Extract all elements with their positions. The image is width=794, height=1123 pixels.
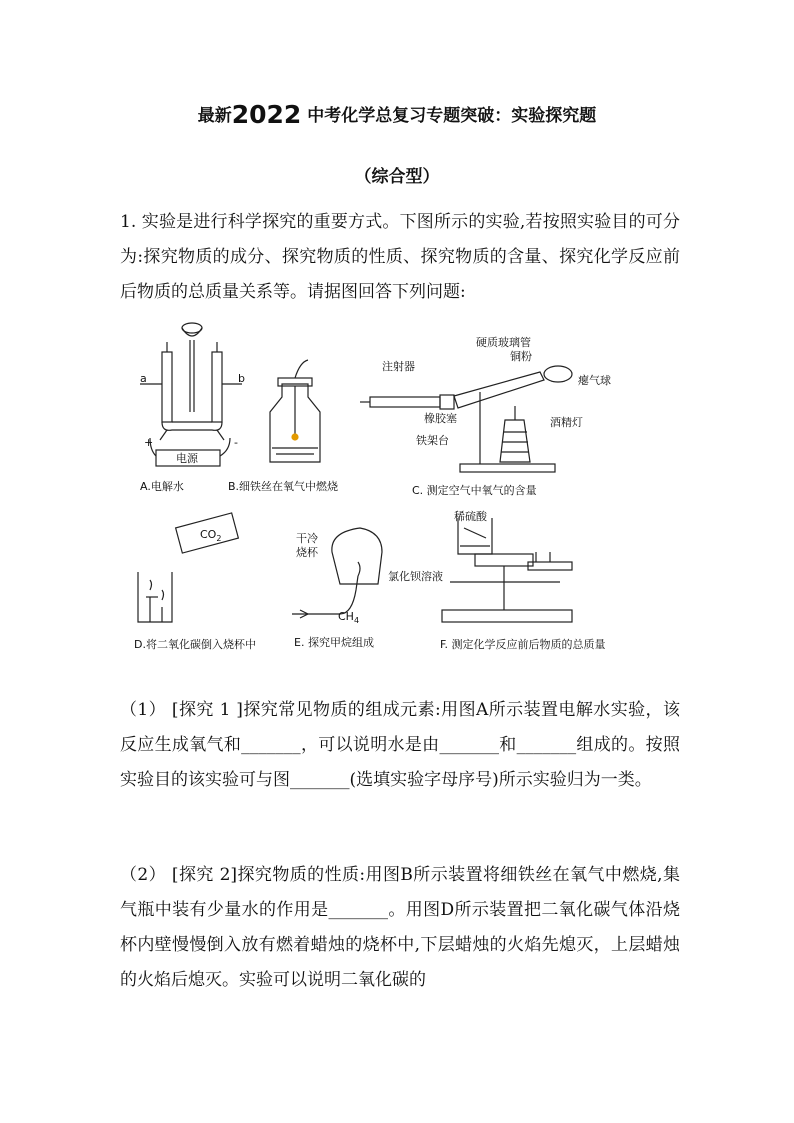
figure-a-label-b: b bbox=[238, 372, 245, 385]
figure-c-syringe: 注射器 bbox=[382, 360, 415, 373]
figure-f-mass-balance bbox=[442, 518, 572, 622]
question-1-text: 1. 实验是进行科学探究的重要方式。下图所示的实验,若按照实验目的可分为:探究物质的成分、探究物质的性质、探究物质的含量、探究化学反应前后物质的总质量关系等。请据图回答下列问题: bbox=[120, 212, 680, 302]
figure-d-co2-pour bbox=[138, 513, 238, 622]
figure-c-copper: 铜粉 bbox=[510, 350, 532, 363]
figure-e-beaker-line1: 干冷 bbox=[296, 532, 318, 545]
figure-a-caption: A.电解水 bbox=[140, 480, 184, 493]
figure-d-caption: D.将二氧化碳倒入烧杯中 bbox=[134, 638, 256, 651]
title-suffix: 中考化学总复习专题突破：实验探究题 bbox=[307, 106, 597, 126]
figure-a-electrolysis bbox=[140, 323, 242, 466]
sub-question-2-text: （2） [探究 2]探究物质的性质:用图B所示装置将细铁丝在氧气中燃烧,集气瓶中装有少量水的作用是_______。用图D所示装置把二氧化碳气体沿烧杯内壁慢慢倒入放有燃着蜡烛的烧杯中,下层蜡烛的火焰先熄灭，上层蜡烛的火焰后熄灭。实验可以说明二氧化碳的 bbox=[120, 865, 680, 990]
figure-e-beaker-line2: 烧杯 bbox=[296, 546, 318, 559]
figure-a-label-a: a bbox=[140, 372, 147, 385]
figure-c-caption: C. 测定空气中氧气的含量 bbox=[412, 484, 537, 497]
figure-e-ch4: $CH_4$ bbox=[338, 610, 360, 625]
sub-question-1-text: （1） [探究 1 ]探究常见物质的组成元素:用图A所示装置电解水实验，该反应生成氧气和_______，可以说明水是由_______和_______组成的。按照实验目的该实验可与图_______(选填实验字母序号)所示实验归为一类。 bbox=[120, 700, 680, 790]
title-prefix: 最新 bbox=[197, 106, 232, 126]
figure-c-oxygen-content bbox=[360, 366, 572, 472]
figure-a-plus: + bbox=[144, 436, 154, 449]
figure-f-bacl2: 氯化钡溶液 bbox=[388, 570, 443, 583]
figure-c-balloon: 瘪气球 bbox=[578, 374, 611, 387]
page-title bbox=[0, 100, 794, 129]
figure-b-caption: B.细铁丝在氧气中燃烧 bbox=[228, 480, 339, 493]
figure-c-stand: 铁架台 bbox=[416, 434, 449, 447]
figure-c-tube: 硬质玻璃管 bbox=[476, 336, 531, 349]
figure-d-co2: $CO_2$ bbox=[200, 528, 222, 543]
figure-a-power: 电源 bbox=[176, 452, 198, 465]
figure-c-lamp: 酒精灯 bbox=[550, 416, 583, 429]
page-subtitle: （综合型） bbox=[354, 167, 440, 187]
figure-f-caption: F. 测定化学反应前后物质的总质量 bbox=[440, 638, 606, 651]
figure-f-acid: 稀硫酸 bbox=[454, 510, 487, 523]
figure-a-minus: - bbox=[234, 436, 238, 449]
experiment-figure bbox=[120, 322, 680, 662]
figure-b-iron-burning bbox=[270, 360, 320, 462]
title-year: 2022 bbox=[231, 100, 302, 129]
figure-c-stopper: 橡胶塞 bbox=[424, 412, 457, 425]
figure-e-caption: E. 探究甲烷组成 bbox=[294, 636, 374, 649]
